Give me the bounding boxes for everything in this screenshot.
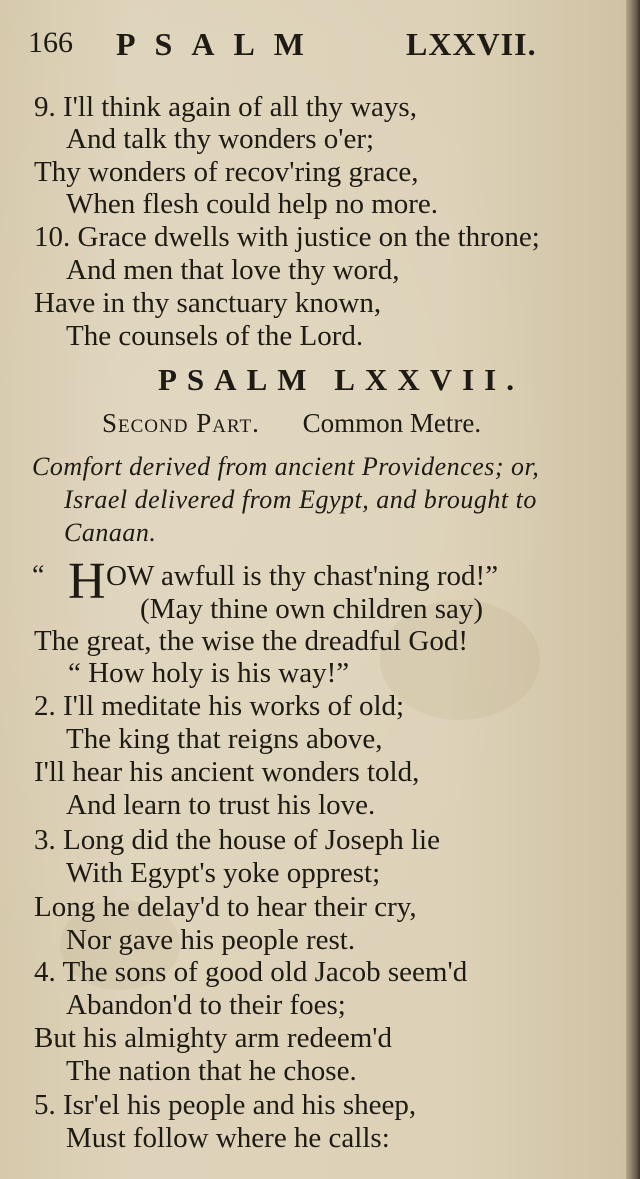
part-label: Second Part.	[102, 408, 260, 438]
verse-line: And learn to trust his love.	[66, 789, 376, 821]
opening-quote: “	[32, 560, 45, 591]
section-title: PSALM LXXVII.	[158, 362, 524, 397]
running-head: PSALM	[116, 26, 323, 62]
verse-line: 10. Grace dwells with justice on the throne;	[34, 221, 540, 253]
verse-line: 4. The sons of good old Jacob seem'd	[34, 956, 468, 988]
verse-line: Have in thy sanctuary known,	[34, 287, 382, 319]
part-heading	[102, 408, 481, 439]
verse-line: But his almighty arm redeem'd	[34, 1022, 392, 1054]
drop-cap: H	[68, 553, 106, 610]
verse-line: When flesh could help no more.	[66, 188, 439, 220]
running-head-number: LXXVII.	[406, 26, 537, 62]
verse-line: OW awfull is thy chast'ning rod!”	[106, 560, 499, 592]
verse-line: 3. Long did the house of Joseph lie	[34, 824, 440, 856]
verse-line: 2. I'll meditate his works of old;	[34, 690, 405, 722]
verse-line: The counsels of the Lord.	[66, 320, 364, 352]
argument-line: Comfort derived from ancient Providences; or,	[32, 452, 540, 481]
page-gutter	[626, 0, 640, 1179]
verse-line: The king that reigns above,	[66, 723, 383, 755]
verse-line: With Egypt's yoke opprest;	[66, 857, 381, 889]
page-header	[28, 22, 598, 72]
verse-line: (May thine own children say)	[140, 593, 484, 625]
metre-label: Common Metre.	[302, 408, 482, 438]
verse-line: 5. Isr'el his people and his sheep,	[34, 1089, 417, 1121]
verse-line: The nation that he chose.	[66, 1055, 357, 1087]
verse-line: Abandon'd to their foes;	[66, 989, 346, 1021]
verse-line: “ How holy is his way!”	[68, 657, 350, 689]
verse-line: 9. I'll think again of all thy ways,	[34, 91, 417, 123]
page-number: 166	[28, 26, 73, 59]
verse-line: Nor gave his people rest.	[66, 924, 356, 956]
verse-line: And men that love thy word,	[66, 254, 400, 286]
argument-line: Canaan.	[64, 518, 157, 547]
verse-line: Must follow where he calls:	[66, 1122, 390, 1154]
verse-line: The great, the wise the dreadful God!	[34, 625, 469, 657]
argument-line: Israel delivered from Egypt, and brought to	[64, 485, 537, 514]
verse-line: I'll hear his ancient wonders told,	[34, 756, 420, 788]
verse-line: Long he delay'd to hear their cry,	[34, 891, 417, 923]
verse-line: Thy wonders of recov'ring grace,	[34, 156, 419, 188]
verse-line: And talk thy wonders o'er;	[66, 123, 375, 155]
